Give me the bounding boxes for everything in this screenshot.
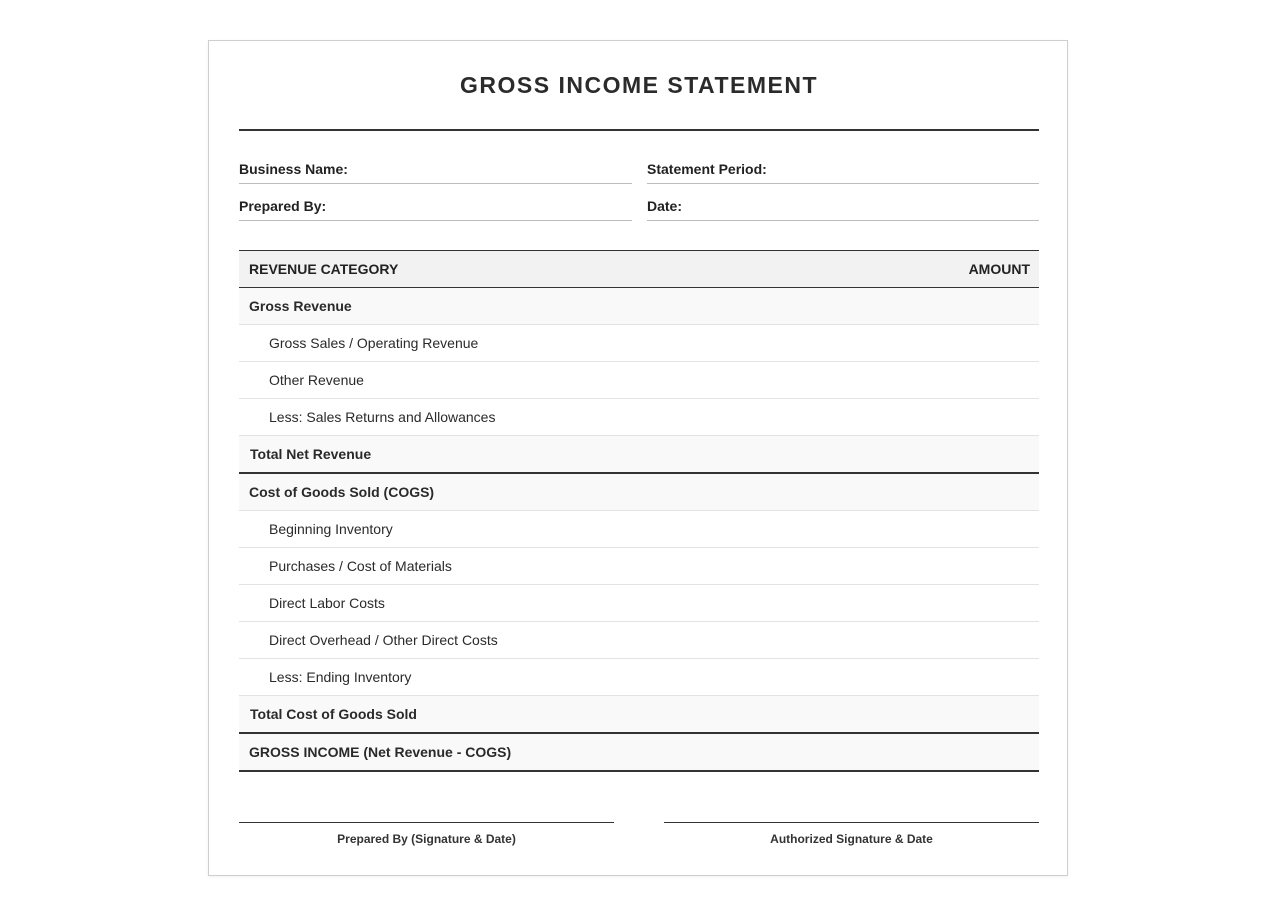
- date-field[interactable]: Date:: [647, 197, 1039, 221]
- authorized-signature-line[interactable]: Authorized Signature & Date: [664, 822, 1039, 846]
- total-cogs-row[interactable]: Total Cost of Goods Sold: [239, 696, 1039, 734]
- prepared-by-signature-line[interactable]: Prepared By (Signature & Date): [239, 822, 614, 846]
- header-amount: AMOUNT: [968, 261, 1030, 277]
- page-title: GROSS INCOME STATEMENT: [460, 72, 818, 98]
- table-row[interactable]: Direct Overhead / Other Direct Costs: [239, 622, 1039, 659]
- table-row[interactable]: Less: Sales Returns and Allowances: [239, 399, 1039, 436]
- total-net-revenue-row[interactable]: Total Net Revenue: [239, 436, 1039, 474]
- table-row[interactable]: Gross Sales / Operating Revenue: [239, 325, 1039, 362]
- table-row[interactable]: Direct Labor Costs: [239, 585, 1039, 622]
- title-divider: [239, 129, 1039, 131]
- statement-period-field[interactable]: Statement Period:: [647, 160, 1039, 184]
- prepared-by-field[interactable]: Prepared By:: [239, 197, 632, 221]
- table-header: [239, 250, 1039, 288]
- section-cogs: Cost of Goods Sold (COGS): [239, 474, 1039, 511]
- section-gross-revenue: Gross Revenue: [239, 288, 1039, 325]
- gross-income-row[interactable]: GROSS INCOME (Net Revenue - COGS): [239, 734, 1039, 772]
- table-row[interactable]: Less: Ending Inventory: [239, 659, 1039, 696]
- table-row[interactable]: Purchases / Cost of Materials: [239, 548, 1039, 585]
- table-row[interactable]: Beginning Inventory: [239, 511, 1039, 548]
- business-name-field[interactable]: Business Name:: [239, 160, 632, 184]
- header-category: REVENUE CATEGORY: [249, 261, 399, 277]
- table-row[interactable]: Other Revenue: [239, 362, 1039, 399]
- income-table: [239, 250, 1039, 772]
- statement-page: [208, 40, 1068, 876]
